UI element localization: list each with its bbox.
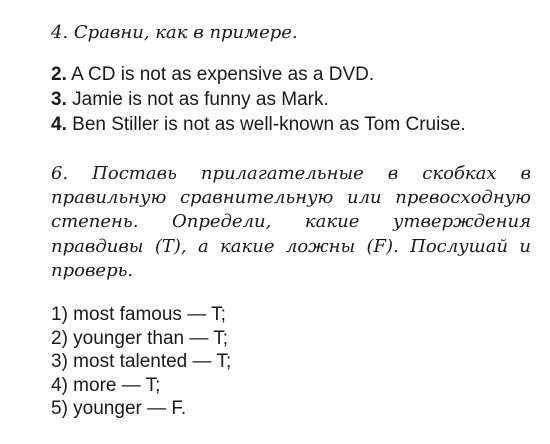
item-text: Ben Stiller is not as well-known as Tom Cruise. (72, 114, 466, 135)
item-number: 3. (51, 89, 67, 110)
item-text: Jamie is not as funny as Mark. (72, 89, 329, 110)
item-number: 2. (51, 64, 67, 85)
list-item (51, 112, 466, 137)
list-item: 3) most talented — T; (51, 351, 232, 372)
task-6-heading: 6. Поставь прилагательные в скобках в правильную сравнительную или превосходную степень. Определи, какие утверждения правдивы (T), а какие ложны (F). Послушай и проверь. (51, 163, 531, 281)
list-item: 4) more — T; (51, 374, 161, 396)
list-item: 5) younger — F. (51, 398, 187, 419)
list-item: 1) most famous — T; (51, 304, 226, 325)
item-number: 4. (51, 114, 67, 135)
task-4-answers (51, 62, 466, 137)
task-6-answers (51, 303, 231, 421)
list-item (51, 87, 466, 112)
list-item: 2) younger than — T; (51, 327, 229, 349)
task-4-heading: 4. Сравни, как в примере. (51, 22, 298, 43)
list-item (51, 62, 466, 87)
item-text: A CD is not as expensive as a DVD. (71, 64, 375, 85)
